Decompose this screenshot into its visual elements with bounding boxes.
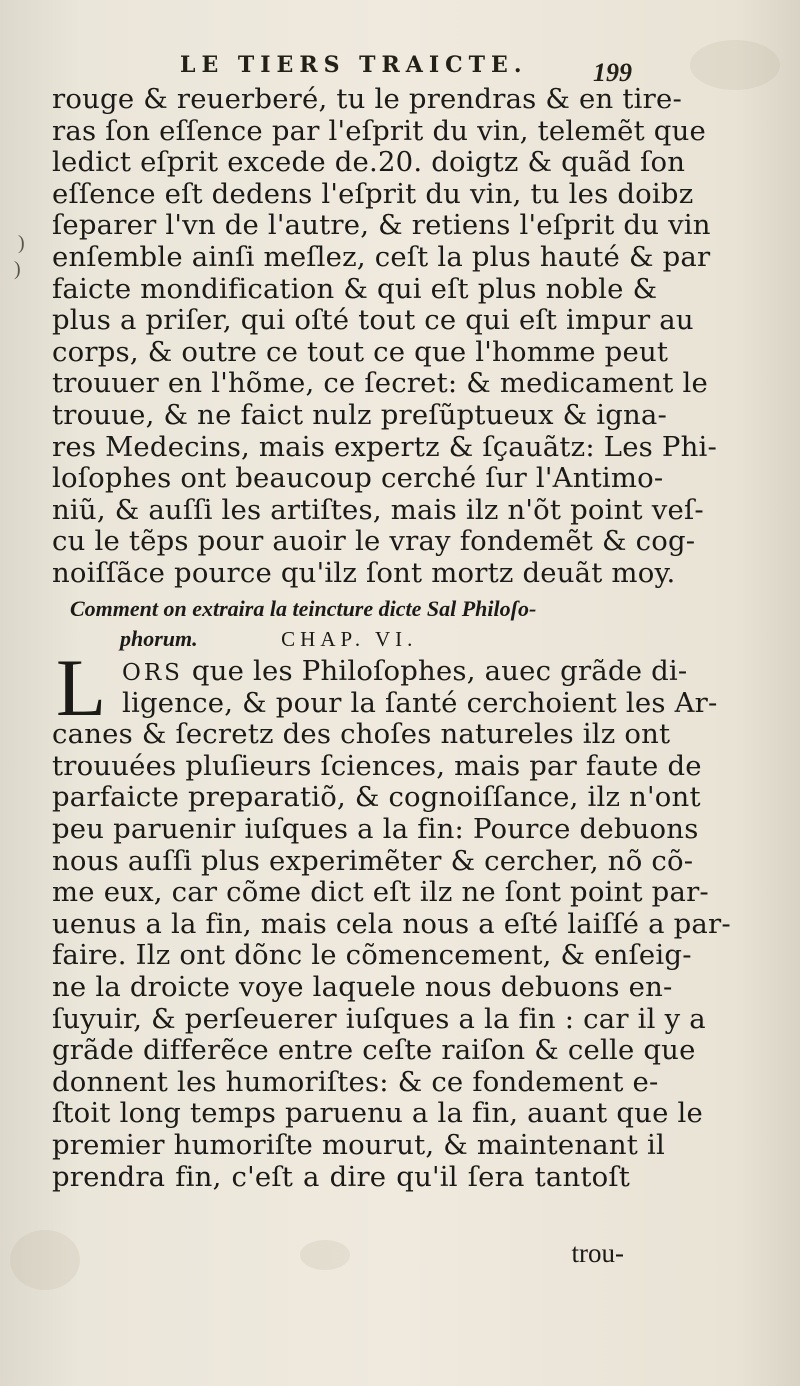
text-line: eſſence eſt dedens l'eſprit du vin, tu les doibz	[52, 177, 694, 210]
text-line: uenus a la fin, mais cela nous a eſté laiſſé a par-	[52, 907, 731, 940]
paragraph-continued	[52, 83, 718, 590]
running-head: LE TIERS TRAICTE.	[180, 52, 528, 78]
chapter-title: Comment on extraira la teincture dicte Sal Philoſo-	[70, 596, 537, 621]
text-line: me eux, car cõme dict eſt ilz ne ſont point par-	[52, 876, 709, 909]
chapter-number: CHAP. VI.	[281, 627, 418, 651]
text-line: trouue, & ne faict nulz preſũptueux & igna-	[52, 398, 668, 431]
paper-stain	[10, 1230, 80, 1290]
chapter-title-end: phorum.	[120, 626, 198, 651]
text-line: trouuées pluſieurs ſciences, mais par faute de	[52, 749, 702, 782]
first-word-rest: ORS	[122, 660, 183, 686]
catchword: trou-	[571, 1238, 624, 1268]
chapter-title-continued	[52, 624, 630, 654]
text-line: ſuyuir, & perſeuerer iuſques a la fin : car il y a	[52, 1002, 706, 1035]
chapter-heading	[52, 594, 630, 654]
text-line: niũ, & auſſi les artiſtes, mais ilz n'õt point veſ-	[52, 493, 704, 526]
paper-stain	[300, 1240, 350, 1270]
text-line: corps, & outre ce tout ce que l'homme peut	[52, 335, 669, 368]
text-line: prendra fin, c'eſt a dire qu'il ſera tantoſt	[52, 1160, 630, 1193]
text-line: faicte mondification & qui eſt plus noble &	[52, 272, 658, 305]
text-line: ne la droicte voye laquele nous debuons en-	[52, 970, 673, 1003]
text-line: donnent les humoriſtes: & ce fondement e-	[52, 1065, 659, 1098]
text-line: rouge & reuerberé, tu le prendras & en tire-	[52, 83, 682, 115]
margin-mark: )	[14, 258, 21, 280]
chapter-paragraph	[52, 642, 731, 1193]
text-line: faire. Ilz ont dõnc le cõmencement, & enſeig-	[52, 939, 692, 972]
text-line: grãde differẽce entre ceſte raiſon & celle que	[52, 1034, 696, 1067]
text-line: noiſſãce pource qu'ilz ſont mortz deuãt moy.	[52, 556, 676, 589]
text-line: ligence, & pour la ſanté cerchoient les Ar-	[122, 686, 718, 719]
text-line: parfaicte preparatiõ, & cognoiſſance, ilz n'ont	[52, 781, 701, 814]
text-line: peu paruenir iuſques a la fin: Pource debuons	[52, 812, 699, 845]
text-line	[52, 655, 688, 688]
first-line-text: que les Philoſophes, auec grãde di-	[191, 655, 688, 687]
text-line: res Medecins, mais expertz & ſçauãtz: Les Phi-	[52, 430, 718, 463]
text-line: loſophes ont beaucoup cerché ſur l'Antimo-	[52, 462, 664, 495]
text-line: plus a priſer, qui oſté tout ce qui eſt impur au	[52, 304, 694, 337]
text-line: ras ſon eſſence par l'eſprit du vin, telemẽt que	[52, 114, 706, 147]
text-line: cu le tẽps pour auoir le vray fondemẽt & cog-	[52, 525, 696, 558]
text-line: ledict eſprit excede de.20. doigtz & quãd ſon	[52, 146, 686, 179]
text-line: trouuer en l'hõme, ce ſecret: & medicament le	[52, 367, 708, 400]
page-number: 199	[593, 58, 632, 87]
text-line: ſtoit long temps paruenu a la fin, auant que le	[52, 1097, 703, 1130]
text-line: ſeparer l'vn de l'autre, & retiens l'eſprit du vin	[52, 209, 711, 242]
paper-stain	[690, 40, 780, 90]
drop-cap: L	[56, 642, 107, 733]
text-line: canes & ſecretz des choſes natureles ilz ont	[52, 718, 671, 751]
text-line: enſemble ainſi meſlez, ceſt la plus hauté & par	[52, 240, 711, 273]
text-line: premier humoriſte mourut, & maintenant il	[52, 1128, 665, 1161]
text-line: nous auſſi plus experimẽter & cercher, nõ cõ-	[52, 844, 694, 877]
margin-mark: )	[18, 232, 25, 254]
